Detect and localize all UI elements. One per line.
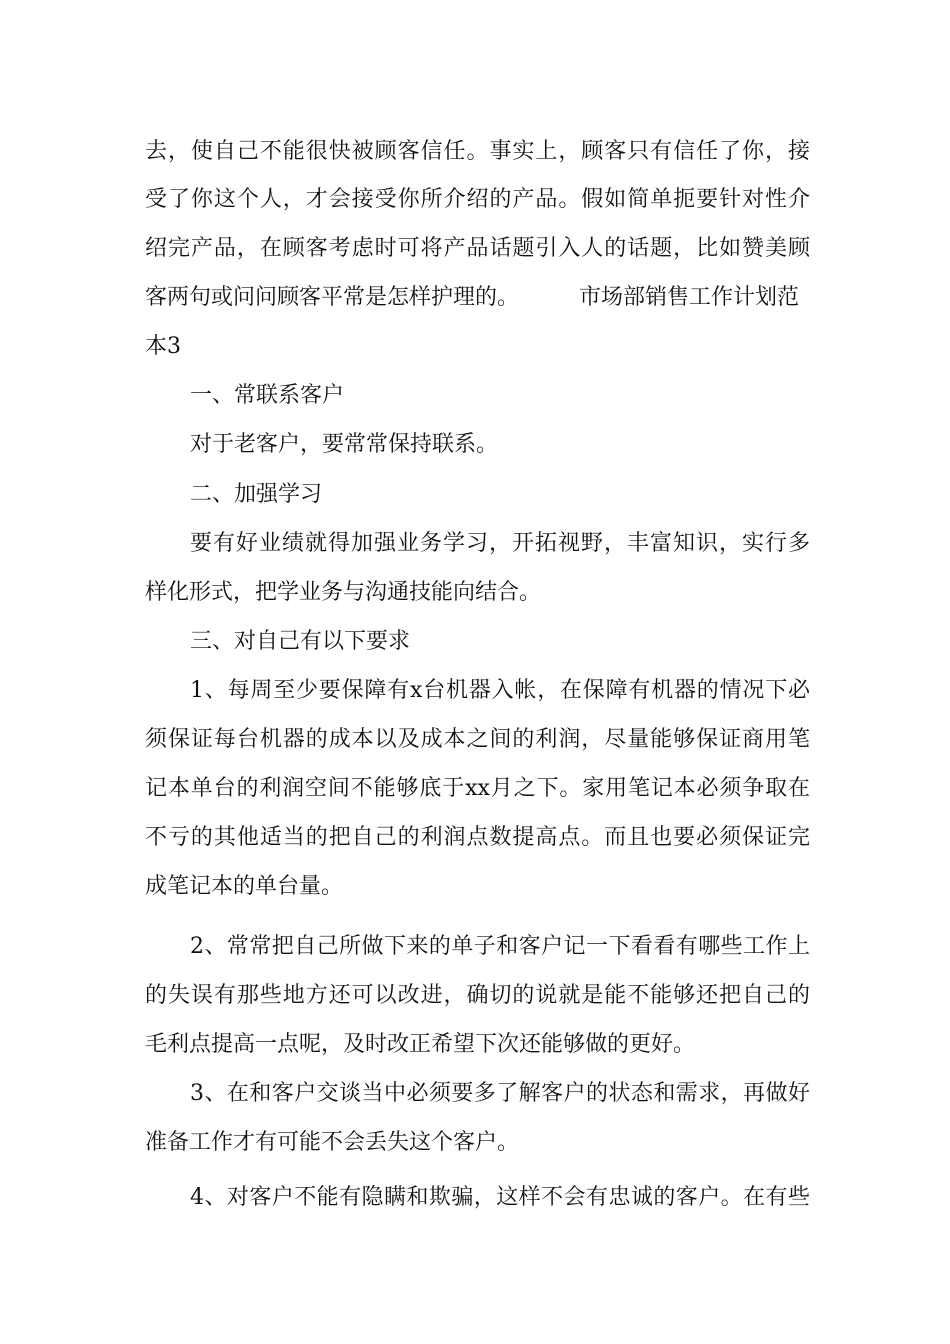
paragraph-learning-line-1: 要有好业绩就得加强业务学习，开拓视野，丰富知识，实行多 (190, 531, 810, 556)
paragraph-line-1: 去，使自己不能很快被顾客信任。事实上，顾客只有信任了你，接 (145, 139, 810, 164)
paragraph-line-2: 受了你这个人，才会接受你所介绍的产品。假如简单扼要针对性介 (145, 187, 810, 212)
requirement-1-line-2: 须保证每台机器的成本以及成本之间的利润，尽量能够保证商用笔 (145, 727, 810, 752)
section-title-continued: 本3 (145, 334, 181, 359)
heading-strengthen-learning: 二、加强学习 (190, 482, 323, 507)
requirement-2-line-1: 2、常常把自己所做下来的单子和客户记一下看看有哪些工作上 (190, 934, 810, 959)
requirement-1-line-3: 记本单台的利润空间不能够底于xx月之下。家用笔记本必须争取在 (145, 776, 810, 801)
requirement-3-line-1: 3、在和客户交谈当中必须要多了解客户的状态和需求，再做好 (190, 1081, 810, 1106)
heading-self-requirements: 三、对自己有以下要求 (190, 629, 411, 654)
requirement-1-line-5: 成笔记本的单台量。 (145, 874, 344, 899)
requirement-4-line-1: 4、对客户不能有隐瞒和欺骗，这样不会有忠诚的客户。在有些 (190, 1185, 810, 1210)
requirement-1-line-4: 不亏的其他适当的把自己的利润点数提高点。而且也要必须保证完 (145, 825, 810, 850)
heading-contact-clients: 一、常联系客户 (190, 383, 345, 408)
requirement-2-line-2: 的失误有那些地方还可以改进，确切的说就是能不能够还把自己的 (145, 983, 810, 1008)
requirement-1-line-1: 1、每周至少要保障有x台机器入帐，在保障有机器的情况下必 (190, 678, 811, 703)
section-title: 市场部销售工作计划范 (579, 285, 800, 310)
paragraph-line-4: 客两句或问问顾客平常是怎样护理的。 (145, 285, 520, 310)
requirement-3-line-2: 准备工作才有可能不会丢失这个客户。 (145, 1130, 520, 1155)
requirement-2-line-3: 毛利点提高一点呢，及时改正希望下次还能够做的更好。 (145, 1032, 696, 1057)
paragraph-learning-line-2: 样化形式，把学业务与沟通技能向结合。 (145, 580, 542, 605)
paragraph-old-clients: 对于老客户，要常常保持联系。 (190, 432, 499, 457)
paragraph-line-3: 绍完产品，在顾客考虑时可将产品话题引入人的话题，比如赞美顾 (145, 236, 810, 261)
